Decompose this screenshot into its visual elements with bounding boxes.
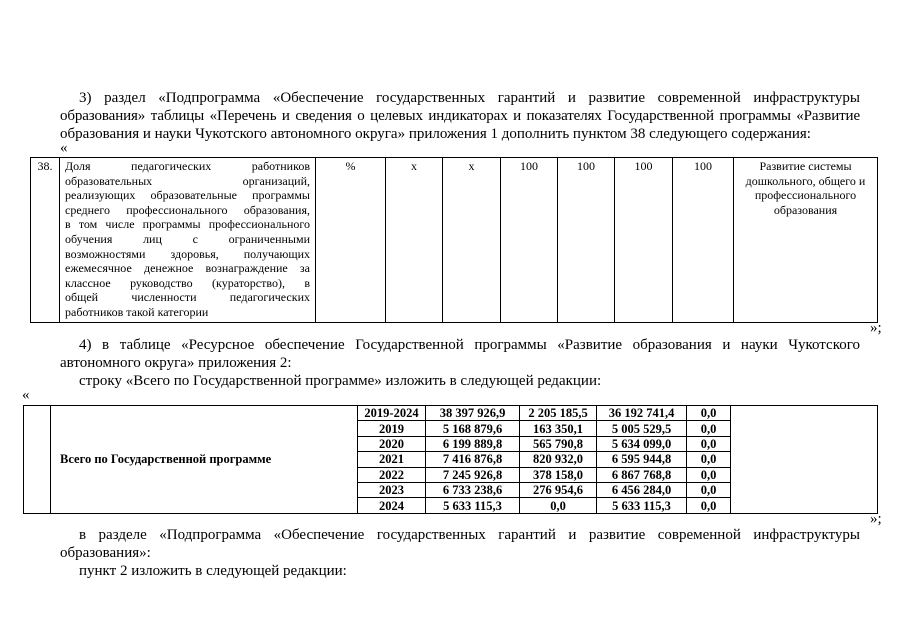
close-quote-mark: »; [870, 320, 882, 336]
budget-amount: 0,0 [687, 498, 731, 513]
indicator-subprogram-line: дошкольного, общего и [745, 173, 866, 188]
close-quote-mark: »; [870, 511, 882, 527]
budget-amount: 0,0 [687, 467, 731, 482]
budget-amount: 6 456 284,0 [597, 482, 687, 497]
budget-amount: 163 350,1 [520, 421, 597, 436]
indicator-name-line: в том числе программы профессионального [65, 217, 310, 232]
indicator-name-line: работников такой категории [65, 304, 209, 319]
paragraph-3-line-1: строку «Всего по Государственной программе» изложить в следующей редакции: [79, 373, 602, 389]
paragraph-5-line-1: пункт 2 изложить в следующей редакции: [79, 563, 347, 579]
indicator-name-line: обучения лиц с ограниченными [65, 231, 310, 246]
budget-year: 2023 [358, 482, 426, 497]
budget-blank-cell [731, 406, 878, 514]
budget-amount: 0,0 [520, 498, 597, 513]
budget-amount: 5 633 115,3 [597, 498, 687, 513]
budget-year: 2020 [358, 436, 426, 451]
budget-amount: 36 192 741,4 [597, 406, 687, 421]
budget-row [24, 406, 878, 421]
indicator-value: 100 [558, 158, 615, 323]
budget-year: 2021 [358, 452, 426, 467]
indicator-name [60, 158, 316, 323]
budget-amount: 7 245 926,8 [426, 467, 520, 482]
indicator-name-line: реализующих образовательные программы [65, 188, 310, 203]
paragraph-4-line-2: образования»: [60, 545, 151, 561]
open-quote-mark: « [60, 140, 68, 156]
indicator-name-line: Доля педагогических работников [65, 159, 310, 173]
budget-blank-cell [24, 406, 51, 514]
budget-year: 2019-2024 [358, 406, 426, 421]
budget-amount: 5 634 099,0 [597, 436, 687, 451]
indicator-subprogram [734, 158, 878, 323]
indicator-name-line: классное руководство (кураторство), в [65, 275, 310, 290]
budget-amount: 0,0 [687, 452, 731, 467]
open-quote-mark: « [22, 387, 30, 403]
indicator-row [31, 158, 878, 323]
budget-amount: 0,0 [687, 482, 731, 497]
budget-table [23, 405, 878, 514]
budget-amount: 2 205 185,5 [520, 406, 597, 421]
indicator-name-line: общей численности педагогических [65, 290, 310, 305]
budget-row-label: Всего по Государственной программе [51, 406, 358, 514]
budget-amount: 820 932,0 [520, 452, 597, 467]
indicator-value: х [443, 158, 501, 323]
paragraph-4-line-1: в разделе «Подпрограмма «Обеспечение государственных гарантий и развитие современной инфраструктуры [79, 527, 860, 543]
budget-amount: 5 633 115,3 [426, 498, 520, 513]
budget-amount: 5 005 529,5 [597, 421, 687, 436]
indicator-name-line: возможностями здоровья, получающих [65, 246, 310, 261]
budget-amount: 276 954,6 [520, 482, 597, 497]
budget-amount: 7 416 876,8 [426, 452, 520, 467]
indicator-table [30, 157, 878, 323]
budget-amount: 5 168 879,6 [426, 421, 520, 436]
budget-amount: 6 867 768,8 [597, 467, 687, 482]
budget-year: 2019 [358, 421, 426, 436]
indicator-subprogram-line: образования [773, 202, 838, 217]
paragraph-2-line-2: автономного округа» приложения 2: [60, 355, 292, 371]
paragraph-1-line-1: 3) раздел «Подпрограмма «Обеспечение государственных гарантий и развитие современной инфраструктуры [79, 90, 860, 106]
indicator-value: х [386, 158, 443, 323]
paragraph-1-line-3: образования и науки Чукотского автономного округа» приложения 1 дополнить пунктом 38 следующего содержания: [60, 126, 811, 142]
budget-amount: 378 158,0 [520, 467, 597, 482]
indicator-name-line: ежемесячное денежное вознаграждение за [65, 261, 310, 276]
indicator-subprogram-line: Развитие системы [759, 159, 852, 173]
budget-amount: 6 199 889,8 [426, 436, 520, 451]
budget-amount: 0,0 [687, 406, 731, 421]
budget-year: 2022 [358, 467, 426, 482]
budget-amount: 0,0 [687, 436, 731, 451]
budget-amount: 6 733 238,6 [426, 482, 520, 497]
indicator-subprogram-line: профессионального [754, 188, 857, 203]
paragraph-2-line-1: 4) в таблице «Ресурсное обеспечение Государственной программы «Развитие образования и науки Чукотского [79, 337, 860, 353]
indicator-name-line: среднего профессионального образования, [65, 202, 310, 217]
budget-amount: 0,0 [687, 421, 731, 436]
indicator-value: 100 [673, 158, 734, 323]
indicator-value: 100 [615, 158, 673, 323]
paragraph-1-line-2: образования» таблицы «Перечень и сведения о целевых индикаторах и показателях Государственной программы «Развитие [60, 108, 860, 124]
budget-year: 2024 [358, 498, 426, 513]
indicator-value: 100 [501, 158, 558, 323]
budget-amount: 565 790,8 [520, 436, 597, 451]
budget-amount: 38 397 926,9 [426, 406, 520, 421]
indicator-number: 38. [31, 158, 60, 323]
budget-amount: 6 595 944,8 [597, 452, 687, 467]
indicator-unit: % [316, 158, 386, 323]
indicator-name-line: образовательных организаций, [65, 173, 310, 188]
